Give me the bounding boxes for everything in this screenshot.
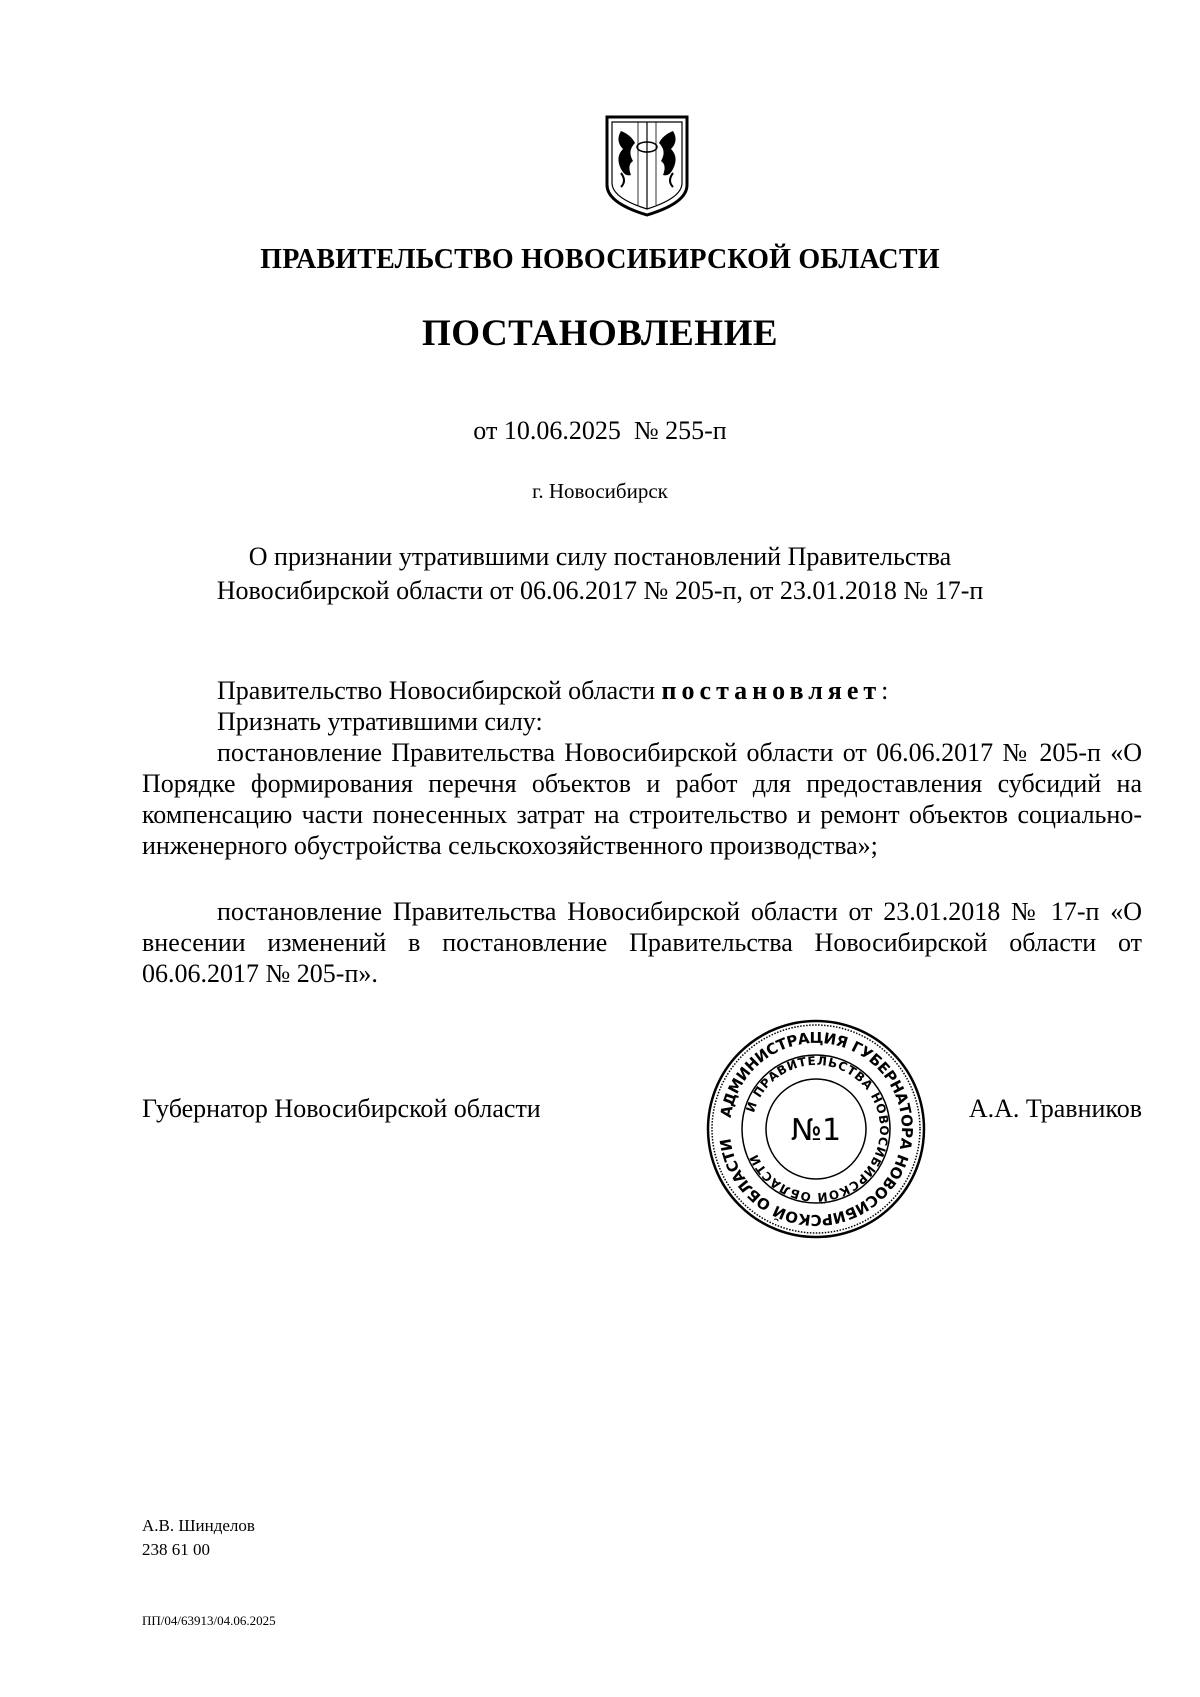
document-registration-code: ПП/04/63913/04.06.2025	[142, 1613, 276, 1628]
document-type: ПОСТАНОВЛЕНИЕ	[421, 313, 779, 354]
svg-text:АДМИНИСТРАЦИЯ ГУБЕРНАТОРА НОВО: АДМИНИСТРАЦИЯ ГУБЕРНАТОРА НОВОСИБИРСКОЙ ОБЛАСТИ	[716, 1028, 917, 1230]
document-subject	[0, 540, 1200, 608]
repealed-item-1: постановление Правительства Новосибирской области от 06.06.2017 № 205-п «О Порядке формирования перечня объектов и работ для предоставления субсидий на компенсацию части понесенных затрат на строительство и ремонт объектов социально-инженерного обустройства сельскохозяйственного производства»;	[142, 738, 1142, 860]
executor-phone: 238 61 00	[142, 1540, 210, 1559]
enacting-verb: постановляет	[661, 676, 882, 705]
repealed-item-2: постановление Правительства Новосибирской области от 23.01.2018 № 17-п «О внесении изменений в постановление Правительства Новосибирской области от 06.06.2017 № 205-п».	[142, 897, 1142, 988]
signatory-position: Губернатор Новосибирской области	[142, 1094, 541, 1123]
executor-name: А.В. Шинделов	[142, 1516, 255, 1535]
svg-text:№1: №1	[790, 1113, 842, 1148]
document-city: г. Новосибирск	[532, 479, 668, 503]
enacting-prefix: Правительство Новосибирской области	[217, 676, 662, 705]
subject-line-1: О признании утратившими силу постановлений Правительства	[248, 542, 952, 571]
svg-text:И ПРАВИТЕЛЬСТВА НОВОСИБИРСКОЙ: И ПРАВИТЕЛЬСТВА НОВОСИБИРСКОЙ ОБЛАСТИ	[743, 1053, 892, 1205]
official-seal-stamp	[705, 1018, 927, 1240]
document-date-number: от 10.06.2025 № 255-п	[473, 416, 727, 445]
signatory-name: А.А. Травников	[968, 1094, 1142, 1123]
coat-of-arms-icon	[601, 113, 693, 217]
government-title: ПРАВИТЕЛЬСТВО НОВОСИБИРСКОЙ ОБЛАСТИ	[260, 244, 940, 275]
recognize-clause: Признать утратившими силу:	[217, 707, 543, 736]
enacting-clause	[142, 675, 1142, 706]
subject-line-2: Новосибирской области от 06.06.2017 № 205-п, от 23.01.2018 № 17-п	[216, 576, 984, 605]
enacting-suffix: :	[881, 676, 889, 705]
